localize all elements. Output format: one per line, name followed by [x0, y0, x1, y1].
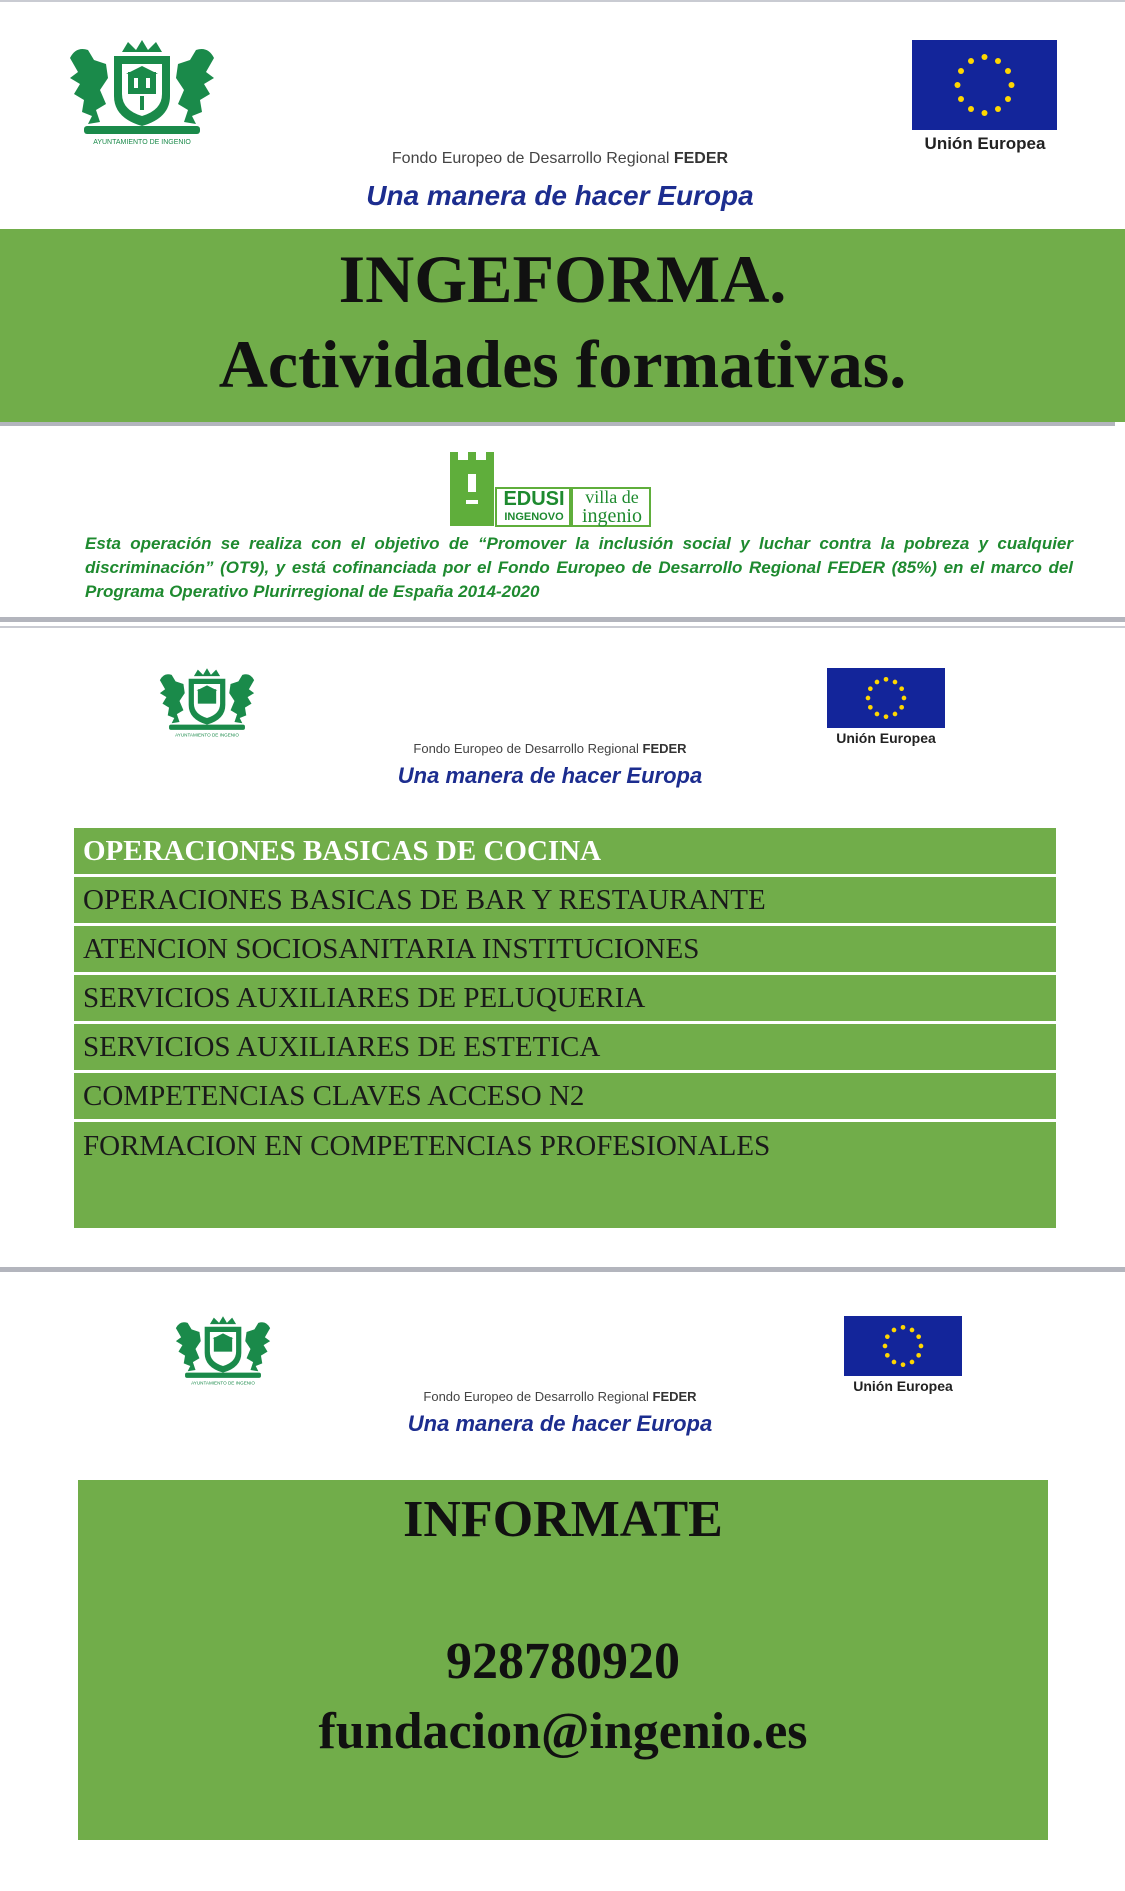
feder-caption [250, 150, 870, 168]
eu-label-3: Unión Europea [853, 1378, 953, 1394]
course-row: SERVICIOS AUXILIARES DE PELUQUERIA [74, 975, 1056, 1024]
svg-text:AYUNTAMIENTO DE INGENIO: AYUNTAMIENTO DE INGENIO [175, 732, 239, 738]
course-row: SERVICIOS AUXILIARES DE ESTETICA [74, 1024, 1056, 1073]
feder-text-2: Fondo Europeo de Desarrollo Regional [413, 741, 639, 756]
ayuntamiento-crest-icon [146, 667, 268, 739]
course-row: COMPETENCIAS CLAVES ACCESO N2 [74, 1073, 1056, 1122]
ayuntamiento-logo [66, 38, 218, 148]
feder-caption-2 [280, 741, 820, 756]
banner-underline [0, 422, 1115, 426]
ayuntamiento-logo-3 [162, 1315, 284, 1387]
feder-text: Fondo Europeo de Desarrollo Regional [391, 150, 670, 167]
feder-caption-3 [290, 1389, 830, 1404]
ayuntamiento-crest-icon [162, 1315, 284, 1387]
edusi-name: EDUSI [503, 488, 565, 510]
feder-bold: FEDER [673, 150, 729, 167]
course-row: FORMACION EN COMPETENCIAS PROFESIONALES [83, 1130, 771, 1162]
banner-title: INGEFORMA. [338, 241, 787, 317]
villa-line2: ingenio [582, 505, 642, 527]
feder-bold-2: FEDER [642, 741, 687, 756]
edusi-sub: INGENOVO [504, 511, 564, 523]
courses-table [72, 826, 1058, 1230]
contact-box [78, 1480, 1048, 1840]
edusi-logo-icon [448, 450, 652, 528]
separator-1 [0, 617, 1125, 622]
contact-email: fundacion@ingenio.es [318, 1703, 808, 1760]
eu-label: Unión Europea [924, 134, 1046, 153]
motto-3: Una manera de hacer Europa [407, 1411, 713, 1436]
separator-1b [0, 626, 1125, 628]
feder-bold-3: FEDER [652, 1389, 697, 1404]
contact-phone: 928780920 [446, 1633, 680, 1690]
eu-flag-icon [844, 1316, 962, 1376]
eu-flag-icon [827, 668, 945, 728]
motto-2: Una manera de hacer Europa [397, 763, 703, 788]
villa-line1: villa de [585, 487, 639, 507]
course-row: ATENCION SOCIOSANITARIA INSTITUCIONES [74, 926, 1056, 975]
ayuntamiento-logo-2 [146, 667, 268, 739]
title-banner [0, 229, 1125, 422]
contact-heading: INFORMATE [403, 1491, 723, 1548]
course-row: OPERACIONES BASICAS DE COCINA [74, 828, 1056, 877]
separator-2 [0, 1267, 1125, 1272]
eu-flag-icon [912, 40, 1057, 130]
top-border [0, 0, 1125, 2]
course-row: OPERACIONES BASICAS DE BAR Y RESTAURANTE [74, 877, 1056, 926]
feder-text-3: Fondo Europeo de Desarrollo Regional [423, 1389, 649, 1404]
svg-text:AYUNTAMIENTO DE INGENIO: AYUNTAMIENTO DE INGENIO [93, 139, 191, 146]
eu-label-2: Unión Europea [836, 730, 936, 746]
ayuntamiento-crest-icon [66, 38, 218, 148]
svg-text:AYUNTAMIENTO DE INGENIO: AYUNTAMIENTO DE INGENIO [191, 1380, 255, 1386]
banner-subtitle: Actividades formativas. [218, 326, 907, 402]
motto: Una manera de hacer Europa [366, 180, 754, 211]
operation-description: Esta operación se realiza con el objetivo de “Promover la inclusión social y luchar contra la pobreza y cualquier discriminación” (OT9), y está cofinanciada por el Fondo Europeo de Desarrollo Regional FEDER (85%) en el marco del Programa Operativo Plurirregional de España 2014-2020 [85, 534, 1073, 601]
